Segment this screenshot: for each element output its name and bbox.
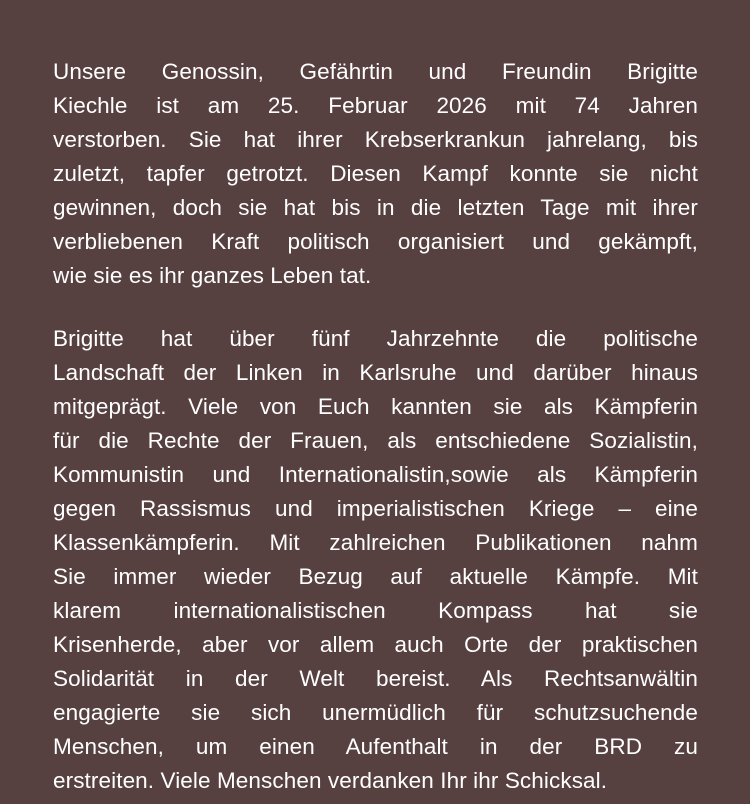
text-line: gegen Rassismus und imperialistischen Kriege – eine [53,496,698,521]
text-line: gewinnen, doch sie hat bis in die letzten Tage mit ihrer [53,195,698,220]
text-line: Landschaft der Linken in Karlsruhe und darüber hinaus [53,360,698,385]
text-line: für die Rechte der Frauen, als entschiedene Sozialistin, [53,428,698,453]
text-line: klarem internationalistischen Kompass hat sie [53,598,698,623]
text-line: Klassenkämpferin. Mit zahlreichen Publikationen nahm [53,530,698,555]
text-line: Solidarität in der Welt bereist. Als Rechtsanwältin [53,666,698,691]
text-line: Unsere Genossin, Gefährtin und Freundin Brigitte [53,59,698,84]
text-line: zuletzt, tapfer getrotzt. Diesen Kampf konnte sie nicht [53,161,698,186]
text-line: engagierte sie sich unermüdlich für schutzsuchende [53,700,698,725]
text-line: erstreiten. Viele Menschen verdanken Ihr ihr Schicksal. [53,768,608,793]
text-line: Kommunistin und Internationalistin,sowie als Kämpferin [53,462,698,487]
text-line: Brigitte hat über fünf Jahrzehnte die politische [53,326,698,351]
paragraph-1 [53,55,698,293]
text-line: Menschen, um einen Aufenthalt in der BRD zu [53,734,698,759]
text-line: Sie immer wieder Bezug auf aktuelle Kämpfe. Mit [53,564,698,589]
paragraph-2 [53,322,698,798]
text-line: Kiechle ist am 25. Februar 2026 mit 74 Jahren [53,93,698,118]
text-line: wie sie es ihr ganzes Leben tat. [53,263,372,288]
text-line: verbliebenen Kraft politisch organisiert und gekämpft, [53,229,698,254]
text-line: verstorben. Sie hat ihrer Krebserkrankun jahrelang, bis [53,127,698,152]
text-line: mitgeprägt. Viele von Euch kannten sie als Kämpferin [53,394,698,419]
text-line: Krisenherde, aber vor allem auch Orte der praktischen [53,632,698,657]
